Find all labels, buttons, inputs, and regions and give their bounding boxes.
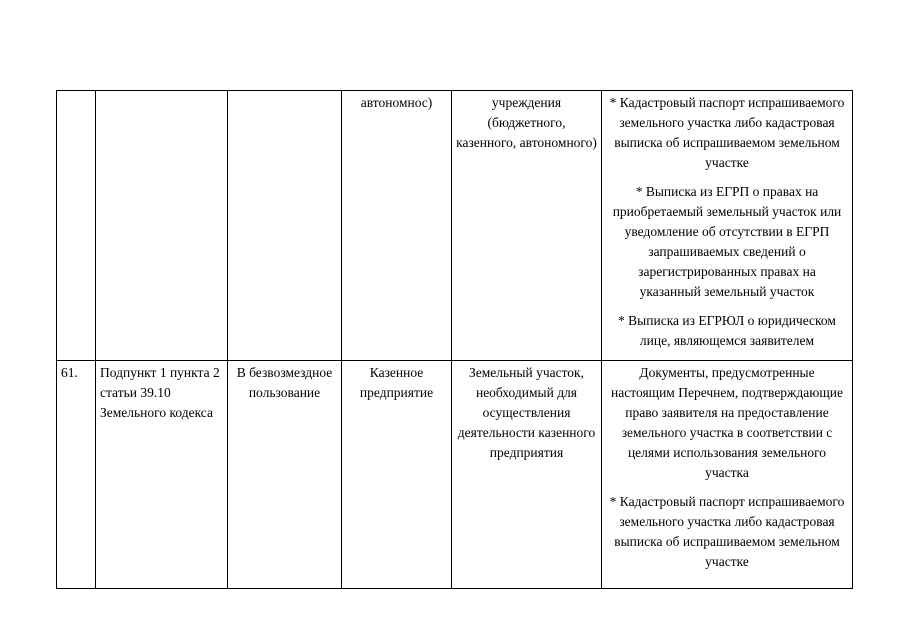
legal-basis-cell: Подпункт 1 пункта 2 статьи 39.10 Земельного кодекса bbox=[96, 361, 228, 589]
provision-form-cell bbox=[228, 91, 342, 361]
row-number-cell: 61. bbox=[57, 361, 96, 589]
land-plot-purpose-cell: учреждения (бюджетного, казенного, автономного) bbox=[452, 91, 602, 361]
document-item: * Кадастровый паспорт испрашиваемого земельного участка либо кадастровая выписка об испрашиваемом земельном участке bbox=[609, 95, 845, 170]
required-documents-cell bbox=[602, 361, 853, 589]
row-number-cell bbox=[57, 91, 96, 361]
required-documents-cell bbox=[602, 91, 853, 361]
document-item: * Кадастровый паспорт испрашиваемого земельного участка либо кадастровая выписка об испрашиваемом земельном участке bbox=[609, 494, 845, 569]
applicant-cell: автономнос) bbox=[342, 91, 452, 361]
document-item: Документы, предусмотренные настоящим Перечнем, подтверждающие право заявителя на предоставление земельного участка в соответствии с целями использования земельного участка bbox=[611, 365, 843, 480]
document-item: * Выписка из ЕГРЮЛ о юридическом лице, являющемся заявителем bbox=[618, 313, 836, 348]
legal-basis-cell bbox=[96, 91, 228, 361]
land-plot-documents-table bbox=[56, 90, 853, 589]
provision-form-cell: В безвозмездное пользование bbox=[228, 361, 342, 589]
table-row bbox=[57, 361, 853, 589]
table-row bbox=[57, 91, 853, 361]
document-item: * Выписка из ЕГРП о правах на приобретаемый земельный участок или уведомление об отсутствии в ЕГРП запрашиваемых сведений о зарегистрированных правах на указанный земельный участок bbox=[612, 184, 842, 299]
applicant-cell: Казенное предприятие bbox=[342, 361, 452, 589]
land-plot-purpose-cell: Земельный участок, необходимый для осуществления деятельности казенного предприятия bbox=[452, 361, 602, 589]
